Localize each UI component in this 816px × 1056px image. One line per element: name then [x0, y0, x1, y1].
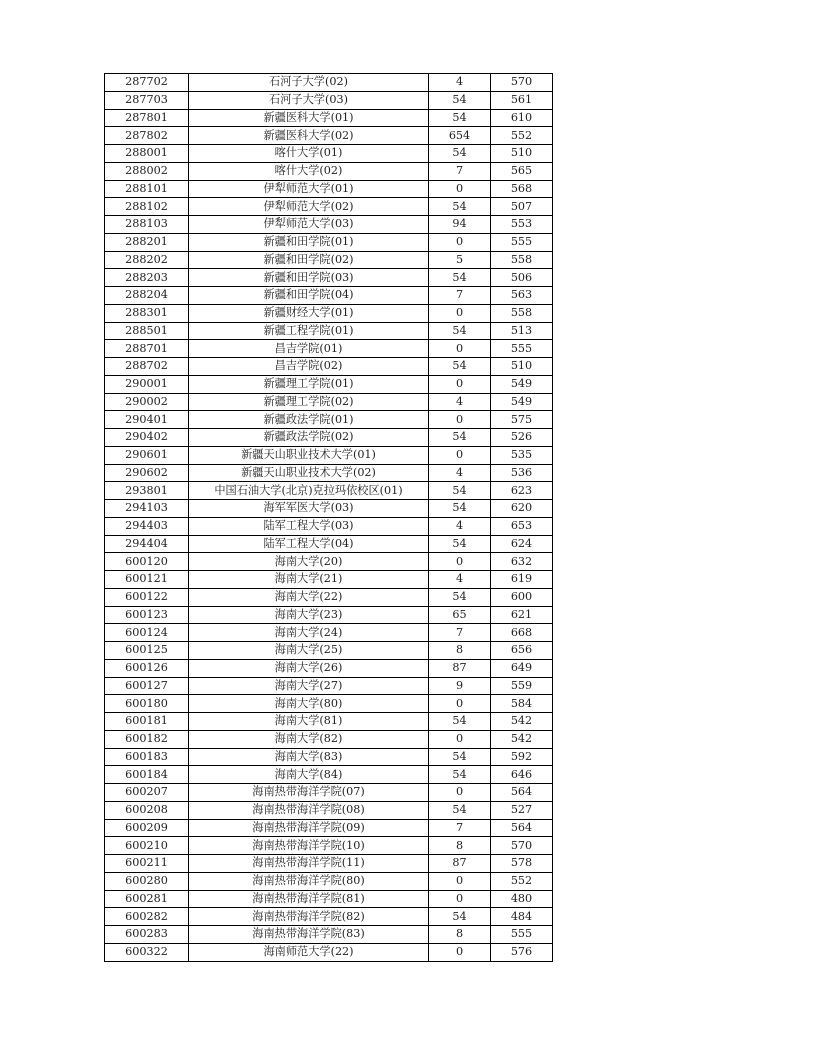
institution-cell: 海南大学(81): [189, 713, 429, 731]
table-row: [105, 695, 553, 713]
score-cell: 624: [491, 535, 553, 553]
score-cell: 600: [491, 588, 553, 606]
table-row: [105, 464, 553, 482]
count-cell: 54: [429, 801, 491, 819]
institution-cell: 海军军医大学(03): [189, 500, 429, 518]
institution-cell: 新疆医科大学(02): [189, 127, 429, 145]
table-row: [105, 269, 553, 287]
table-row: [105, 819, 553, 837]
table-row: [105, 358, 553, 376]
institution-cell: 新疆政法学院(02): [189, 429, 429, 447]
count-cell: 54: [429, 109, 491, 127]
count-cell: 0: [429, 695, 491, 713]
institution-cell: 新疆医科大学(01): [189, 109, 429, 127]
table-row: [105, 109, 553, 127]
institution-cell: 海南热带海洋学院(83): [189, 926, 429, 944]
code-cell: 288202: [105, 251, 189, 269]
score-cell: 510: [491, 358, 553, 376]
count-cell: 54: [429, 145, 491, 163]
table-row: [105, 766, 553, 784]
table-row: [105, 500, 553, 518]
count-cell: 54: [429, 588, 491, 606]
score-cell: 646: [491, 766, 553, 784]
code-cell: 290601: [105, 446, 189, 464]
score-cell: 549: [491, 375, 553, 393]
code-cell: 600208: [105, 801, 189, 819]
institution-cell: 海南师范大学(22): [189, 943, 429, 961]
count-cell: 7: [429, 624, 491, 642]
table-row: [105, 322, 553, 340]
table-row: [105, 446, 553, 464]
score-cell: 620: [491, 500, 553, 518]
code-cell: 294404: [105, 535, 189, 553]
table-row: [105, 180, 553, 198]
table-row: [105, 375, 553, 393]
code-cell: 600282: [105, 908, 189, 926]
institution-cell: 海南大学(27): [189, 677, 429, 695]
code-cell: 290002: [105, 393, 189, 411]
code-cell: 287802: [105, 127, 189, 145]
table-row: [105, 91, 553, 109]
institution-cell: 新疆理工学院(02): [189, 393, 429, 411]
institution-cell: 喀什大学(01): [189, 145, 429, 163]
code-cell: 600211: [105, 855, 189, 873]
institution-cell: 新疆天山职业技术大学(02): [189, 464, 429, 482]
code-cell: 288201: [105, 233, 189, 251]
table-row: [105, 606, 553, 624]
institution-cell: 海南大学(26): [189, 659, 429, 677]
table-row: [105, 411, 553, 429]
institution-cell: 海南大学(21): [189, 571, 429, 589]
score-cell: 555: [491, 926, 553, 944]
count-cell: 0: [429, 411, 491, 429]
table-row: [105, 571, 553, 589]
code-cell: 288101: [105, 180, 189, 198]
score-cell: 527: [491, 801, 553, 819]
code-cell: 600126: [105, 659, 189, 677]
institution-cell: 喀什大学(02): [189, 162, 429, 180]
institution-cell: 伊犁师范大学(02): [189, 198, 429, 216]
table-row: [105, 713, 553, 731]
institution-cell: 海南热带海洋学院(82): [189, 908, 429, 926]
table-row: [105, 801, 553, 819]
table-row: [105, 730, 553, 748]
score-cell: 555: [491, 340, 553, 358]
code-cell: 600120: [105, 553, 189, 571]
institution-cell: 海南大学(80): [189, 695, 429, 713]
table-row: [105, 216, 553, 234]
institution-cell: 海南大学(82): [189, 730, 429, 748]
count-cell: 54: [429, 322, 491, 340]
institution-cell: 陆军工程大学(04): [189, 535, 429, 553]
count-cell: 54: [429, 269, 491, 287]
score-cell: 570: [491, 837, 553, 855]
code-cell: 288702: [105, 358, 189, 376]
score-cell: 564: [491, 819, 553, 837]
score-cell: 513: [491, 322, 553, 340]
count-cell: 87: [429, 659, 491, 677]
table-row: [105, 393, 553, 411]
score-cell: 549: [491, 393, 553, 411]
code-cell: 288102: [105, 198, 189, 216]
count-cell: 0: [429, 375, 491, 393]
institution-cell: 新疆理工学院(01): [189, 375, 429, 393]
score-cell: 592: [491, 748, 553, 766]
institution-cell: 昌吉学院(01): [189, 340, 429, 358]
institution-cell: 海南热带海洋学院(81): [189, 890, 429, 908]
count-cell: 54: [429, 500, 491, 518]
institution-cell: 石河子大学(02): [189, 74, 429, 92]
code-cell: 294103: [105, 500, 189, 518]
code-cell: 290602: [105, 464, 189, 482]
count-cell: 54: [429, 535, 491, 553]
score-cell: 632: [491, 553, 553, 571]
count-cell: 4: [429, 464, 491, 482]
code-cell: 288103: [105, 216, 189, 234]
count-cell: 8: [429, 837, 491, 855]
score-cell: 542: [491, 713, 553, 731]
institution-cell: 新疆和田学院(04): [189, 287, 429, 305]
institution-cell: 伊犁师范大学(03): [189, 216, 429, 234]
table-row: [105, 855, 553, 873]
institution-cell: 新疆和田学院(03): [189, 269, 429, 287]
table-row: [105, 642, 553, 660]
institution-cell: 海南热带海洋学院(07): [189, 784, 429, 802]
institution-cell: 海南大学(83): [189, 748, 429, 766]
count-cell: 0: [429, 943, 491, 961]
count-cell: 0: [429, 180, 491, 198]
count-cell: 54: [429, 748, 491, 766]
institution-cell: 新疆和田学院(02): [189, 251, 429, 269]
score-cell: 576: [491, 943, 553, 961]
table-row: [105, 287, 553, 305]
score-cell: 559: [491, 677, 553, 695]
score-cell: 552: [491, 872, 553, 890]
count-cell: 7: [429, 819, 491, 837]
count-cell: 654: [429, 127, 491, 145]
count-cell: 4: [429, 517, 491, 535]
score-cell: 564: [491, 784, 553, 802]
table-row: [105, 162, 553, 180]
table-row: [105, 890, 553, 908]
table-row: [105, 482, 553, 500]
count-cell: 0: [429, 304, 491, 322]
code-cell: 600184: [105, 766, 189, 784]
count-cell: 54: [429, 713, 491, 731]
code-cell: 293801: [105, 482, 189, 500]
code-cell: 600121: [105, 571, 189, 589]
code-cell: 600283: [105, 926, 189, 944]
table-row: [105, 659, 553, 677]
code-cell: 600182: [105, 730, 189, 748]
count-cell: 0: [429, 730, 491, 748]
count-cell: 0: [429, 446, 491, 464]
institution-cell: 海南大学(22): [189, 588, 429, 606]
table-row: [105, 624, 553, 642]
table-row: [105, 908, 553, 926]
count-cell: 7: [429, 162, 491, 180]
table-row: [105, 127, 553, 145]
institution-cell: 伊犁师范大学(01): [189, 180, 429, 198]
institution-cell: 中国石油大学(北京)克拉玛依校区(01): [189, 482, 429, 500]
table-row: [105, 233, 553, 251]
score-cell: 536: [491, 464, 553, 482]
count-cell: 5: [429, 251, 491, 269]
code-cell: 290001: [105, 375, 189, 393]
score-cell: 553: [491, 216, 553, 234]
code-cell: 600183: [105, 748, 189, 766]
code-cell: 287702: [105, 74, 189, 92]
institution-cell: 石河子大学(03): [189, 91, 429, 109]
score-cell: 584: [491, 695, 553, 713]
count-cell: 7: [429, 287, 491, 305]
count-cell: 54: [429, 198, 491, 216]
score-cell: 555: [491, 233, 553, 251]
institution-cell: 海南热带海洋学院(10): [189, 837, 429, 855]
code-cell: 288501: [105, 322, 189, 340]
table-row: [105, 784, 553, 802]
score-cell: 621: [491, 606, 553, 624]
code-cell: 600281: [105, 890, 189, 908]
table-row: [105, 304, 553, 322]
code-cell: 287703: [105, 91, 189, 109]
count-cell: 54: [429, 358, 491, 376]
code-cell: 600127: [105, 677, 189, 695]
score-cell: 623: [491, 482, 553, 500]
code-cell: 600123: [105, 606, 189, 624]
institution-cell: 新疆财经大学(01): [189, 304, 429, 322]
code-cell: 290401: [105, 411, 189, 429]
score-cell: 506: [491, 269, 553, 287]
code-cell: 294403: [105, 517, 189, 535]
score-cell: 480: [491, 890, 553, 908]
table-row: [105, 926, 553, 944]
score-cell: 619: [491, 571, 553, 589]
count-cell: 0: [429, 890, 491, 908]
code-cell: 600280: [105, 872, 189, 890]
table-row: [105, 943, 553, 961]
institution-cell: 新疆天山职业技术大学(01): [189, 446, 429, 464]
code-cell: 288301: [105, 304, 189, 322]
code-cell: 600122: [105, 588, 189, 606]
count-cell: 54: [429, 91, 491, 109]
table-row: [105, 340, 553, 358]
admission-score-table: [104, 73, 553, 962]
count-cell: 94: [429, 216, 491, 234]
institution-cell: 海南大学(24): [189, 624, 429, 642]
table-row: [105, 145, 553, 163]
score-cell: 656: [491, 642, 553, 660]
code-cell: 288203: [105, 269, 189, 287]
code-cell: 290402: [105, 429, 189, 447]
count-cell: 8: [429, 642, 491, 660]
table-row: [105, 837, 553, 855]
table-row: [105, 429, 553, 447]
count-cell: 54: [429, 482, 491, 500]
table-row: [105, 198, 553, 216]
institution-cell: 昌吉学院(02): [189, 358, 429, 376]
count-cell: 0: [429, 553, 491, 571]
table-row: [105, 535, 553, 553]
institution-cell: 新疆和田学院(01): [189, 233, 429, 251]
table-row: [105, 553, 553, 571]
institution-cell: 海南热带海洋学院(08): [189, 801, 429, 819]
table-row: [105, 677, 553, 695]
score-cell: 526: [491, 429, 553, 447]
score-cell: 653: [491, 517, 553, 535]
institution-cell: 陆军工程大学(03): [189, 517, 429, 535]
code-cell: 600322: [105, 943, 189, 961]
score-cell: 563: [491, 287, 553, 305]
code-cell: 600210: [105, 837, 189, 855]
table-row: [105, 588, 553, 606]
score-cell: 568: [491, 180, 553, 198]
institution-cell: 海南热带海洋学院(09): [189, 819, 429, 837]
score-cell: 484: [491, 908, 553, 926]
score-cell: 558: [491, 304, 553, 322]
institution-cell: 新疆政法学院(01): [189, 411, 429, 429]
score-cell: 510: [491, 145, 553, 163]
institution-cell: 海南大学(23): [189, 606, 429, 624]
count-cell: 54: [429, 429, 491, 447]
code-cell: 600125: [105, 642, 189, 660]
table-body: [105, 74, 553, 962]
institution-cell: 海南大学(20): [189, 553, 429, 571]
institution-cell: 海南大学(25): [189, 642, 429, 660]
count-cell: 0: [429, 233, 491, 251]
count-cell: 8: [429, 926, 491, 944]
count-cell: 4: [429, 571, 491, 589]
count-cell: 4: [429, 393, 491, 411]
code-cell: 288002: [105, 162, 189, 180]
score-cell: 649: [491, 659, 553, 677]
table-row: [105, 748, 553, 766]
table-row: [105, 517, 553, 535]
institution-cell: 新疆工程学院(01): [189, 322, 429, 340]
table-row: [105, 74, 553, 92]
table-row: [105, 251, 553, 269]
count-cell: 0: [429, 872, 491, 890]
code-cell: 288001: [105, 145, 189, 163]
score-cell: 570: [491, 74, 553, 92]
code-cell: 288701: [105, 340, 189, 358]
score-cell: 610: [491, 109, 553, 127]
score-cell: 542: [491, 730, 553, 748]
score-cell: 561: [491, 91, 553, 109]
count-cell: 0: [429, 340, 491, 358]
institution-cell: 海南热带海洋学院(80): [189, 872, 429, 890]
code-cell: 600124: [105, 624, 189, 642]
count-cell: 54: [429, 908, 491, 926]
score-cell: 558: [491, 251, 553, 269]
count-cell: 0: [429, 784, 491, 802]
score-cell: 565: [491, 162, 553, 180]
count-cell: 9: [429, 677, 491, 695]
code-cell: 288204: [105, 287, 189, 305]
count-cell: 4: [429, 74, 491, 92]
score-cell: 535: [491, 446, 553, 464]
score-cell: 578: [491, 855, 553, 873]
score-cell: 507: [491, 198, 553, 216]
count-cell: 65: [429, 606, 491, 624]
institution-cell: 海南大学(84): [189, 766, 429, 784]
table-row: [105, 872, 553, 890]
code-cell: 600181: [105, 713, 189, 731]
count-cell: 87: [429, 855, 491, 873]
code-cell: 600180: [105, 695, 189, 713]
score-cell: 552: [491, 127, 553, 145]
code-cell: 287801: [105, 109, 189, 127]
institution-cell: 海南热带海洋学院(11): [189, 855, 429, 873]
score-cell: 668: [491, 624, 553, 642]
code-cell: 600209: [105, 819, 189, 837]
count-cell: 54: [429, 766, 491, 784]
code-cell: 600207: [105, 784, 189, 802]
score-cell: 575: [491, 411, 553, 429]
